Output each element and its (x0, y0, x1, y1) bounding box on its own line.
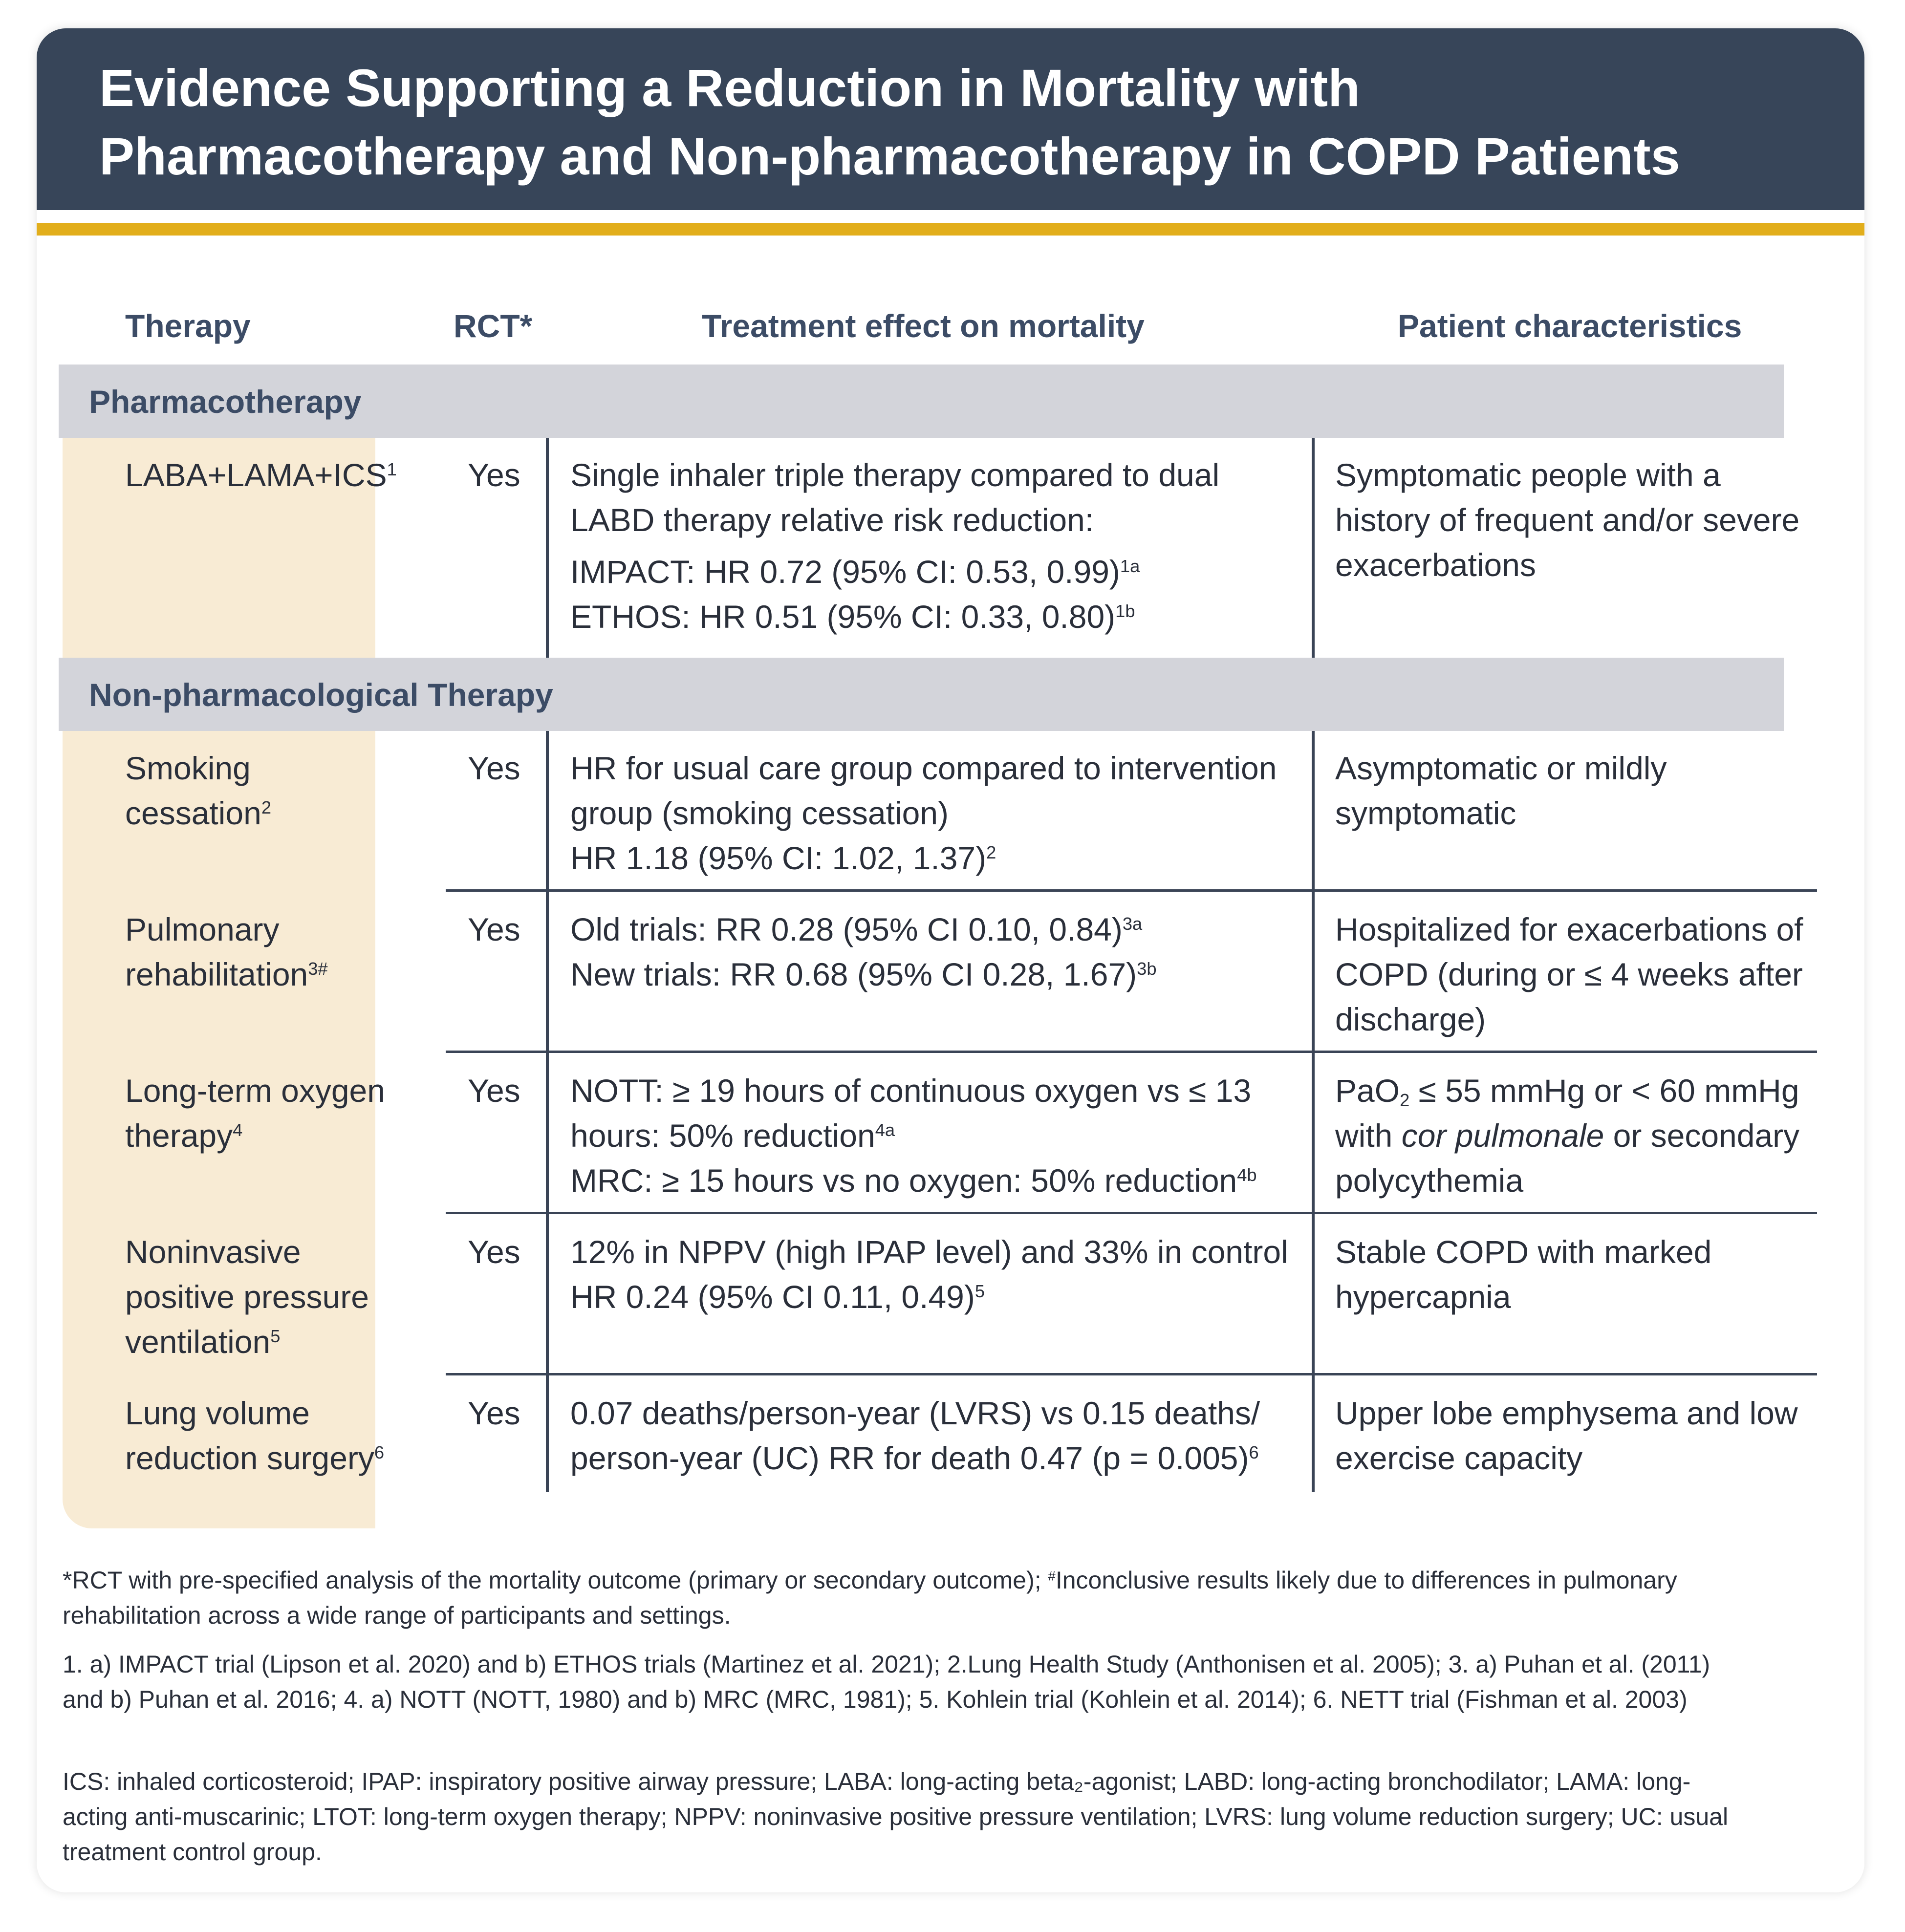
table-row-therapy: Long-term oxygen therapy$^4$ (125, 1073, 385, 1154)
title-banner (37, 28, 1864, 210)
rct-value: Yes (468, 1395, 520, 1431)
grid-line-horizontal (446, 1373, 1817, 1375)
column-header-effect: Treatment effect on mortality (702, 308, 1145, 344)
footnote-references: 1. a) IMPACT trial (Lipson et al. 2020) and b) ETHOS trials (Martinez et al. 2021); 2.Lung Health Study (Anthonisen et al. 2005); 3. a) Puhan et al. (2011) and b) Puhan et al. 2016; 4. a) NOTT (NOTT, 1980) and b) MRC (MRC, 1981); 5. Kohlein trial (Kohlein et al. 2014); 6. NETT trial (Fishman et al. 2003) (63, 1651, 1710, 1713)
table-row-therapy: Smoking cessation$^2$ (125, 750, 272, 831)
page-title: Evidence Supporting a Reduction in Mortality with Pharmacotherapy and Non-pharmacotherapy in COPD Patients (99, 58, 1680, 186)
treatment-effect-cell: HR for usual care group compared to intervention group (smoking cessation) HR 1.18 (95% CI: 1.02, 1.37)$^2$ (570, 750, 1277, 876)
treatment-effect-cell: NOTT: ≥ 19 hours of continuous oxygen vs ≤ 13 hours: 50% reduction$^{4a}$ MRC: ≥ 15 hours vs no oxygen: 50% reduction$^{4b}$ (570, 1073, 1257, 1199)
treatment-effect-cell: 0.07 deaths/person-year (LVRS) vs 0.15 deaths/ person-year (UC) RR for death 0.47 (p = 0.005)$^6$ (570, 1395, 1260, 1476)
grid-line-vertical (546, 731, 549, 1492)
grid-line-vertical (546, 438, 549, 658)
patient-characteristics-cell: Asymptomatic or mildly symptomatic (1335, 750, 1667, 831)
accent-divider (37, 223, 1864, 236)
grid-line-horizontal (446, 1051, 1817, 1053)
patient-characteristics-cell: Upper lobe emphysema and low exercise capacity (1335, 1395, 1798, 1476)
patient-characteristics-cell: PaO$_2$ ≤ 55 mmHg or < 60 mmHg with cor pulmonale or secondary polycythemia (1335, 1073, 1800, 1199)
table-row-therapy: Lung volume reduction surgery$^6$ (125, 1395, 385, 1476)
rct-value: Yes (468, 1234, 520, 1270)
treatment-effect-cell: Old trials: RR 0.28 (95% CI 0.10, 0.84)$^{3a}$ New trials: RR 0.68 (95% CI 0.28, 1.67)$^{3b}$ (570, 911, 1157, 992)
column-header-rct: RCT* (454, 308, 533, 344)
section-title-nonpharmacological: Non-pharmacological Therapy (89, 677, 553, 713)
footnote-abbreviations: ICS: inhaled corticosteroid; IPAP: inspiratory positive airway pressure; LABA: long-acting beta₂-agonist; LABD: long-acting bronchodilator; LAMA: long-acting anti-muscarinic; LTOT: long-term oxygen therapy; NPPV: noninvasive positive pressure ventilation; LVRS: lung volume reduction surgery; UC: usual treatment control group. (63, 1768, 1729, 1866)
rct-value: Yes (468, 1073, 520, 1109)
grid-line-vertical (1312, 438, 1315, 658)
rct-value: Yes (468, 750, 520, 786)
table-row-therapy: Pulmonary rehabilitation$^{3\#}$ (125, 911, 328, 992)
treatment-effect-cell: Single inhaler triple therapy compared to dual LABD therapy relative risk reduction: IMPACT: HR 0.72 (95% CI: 0.53, 0.99)$^{1a}$ ETHOS: HR 0.51 (95% CI: 0.33, 0.80)$^{1b}$ (570, 457, 1220, 635)
treatment-effect-cell: 12% in NPPV (high IPAP level) and 33% in control HR 0.24 (95% CI 0.11, 0.49)$^5$ (570, 1234, 1288, 1315)
patient-characteristics-cell: Stable COPD with marked hypercapnia (1335, 1234, 1712, 1315)
table-row-therapy: $LABA+LAMA+ICS^1$ (125, 457, 397, 493)
grid-line-horizontal (446, 1212, 1817, 1214)
grid-line-horizontal (446, 889, 1817, 892)
rct-value: Yes (468, 457, 520, 493)
grid-line-vertical (1312, 731, 1315, 1492)
section-title-pharmacotherapy: Pharmacotherapy (89, 384, 362, 420)
footnote-rct: *RCT with pre-specified analysis of the mortality outcome (primary or secondary outcome); #Inconclusive results likely due to differences in pulmonary rehabilitation across a wide range of participants and settings. (63, 1567, 1677, 1629)
patient-characteristics-cell: Symptomatic people with a history of frequent and/or severe exacerbations (1335, 457, 1800, 583)
table-row-therapy: Noninvasive positive pressure ventilation$^5$ (125, 1234, 369, 1360)
column-header-therapy: Therapy (125, 308, 251, 344)
column-header-patients: Patient characteristics (1398, 308, 1742, 344)
rct-value: Yes (468, 911, 520, 947)
patient-characteristics-cell: Hospitalized for exacerbations of COPD (during or ≤ 4 weeks after discharge) (1335, 911, 1803, 1037)
